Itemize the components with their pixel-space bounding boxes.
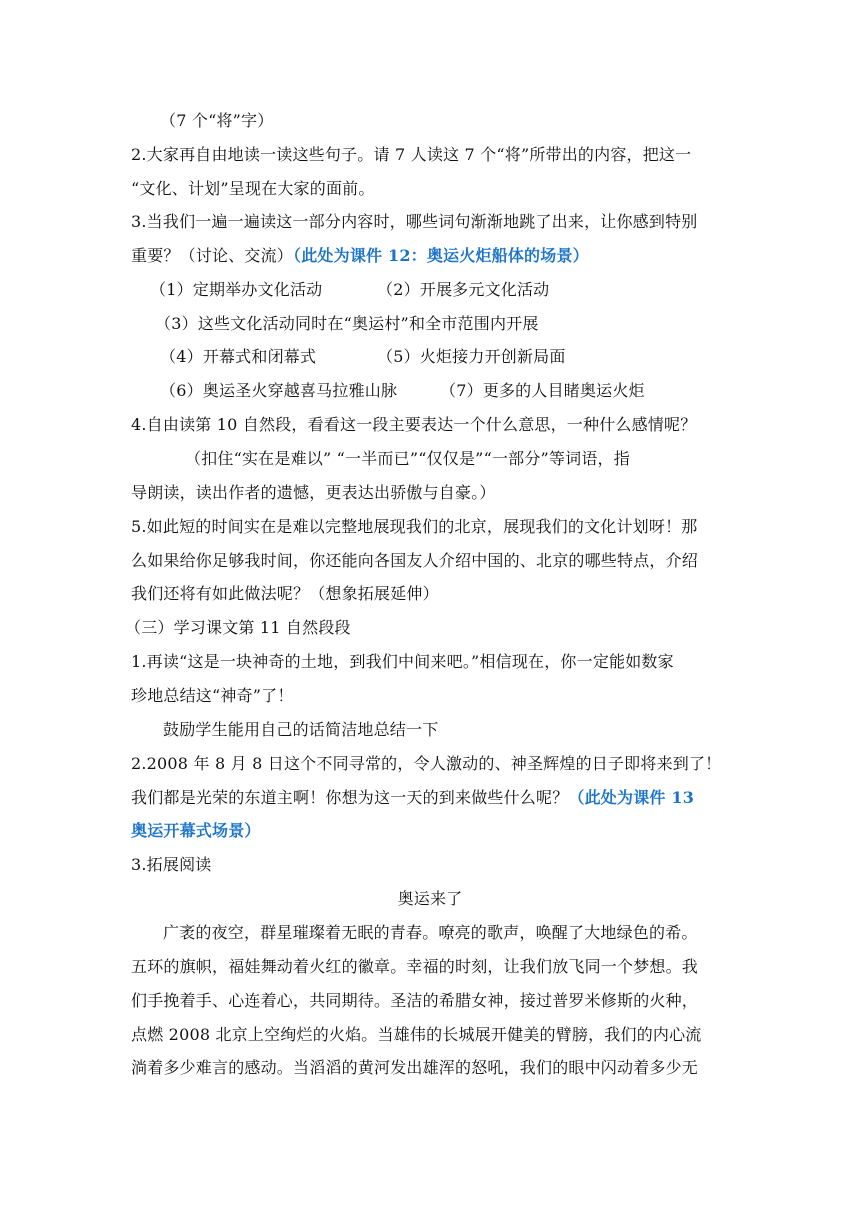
question-4-guidance-1: （扣住“实在是难以” “一半而已”“仅仅是”“一部分”等词语，指 [185,449,630,468]
section3-question-2-line-1: 2.2008 年 8 月 8 日这个不同寻常的，令人激动的、神圣辉煌的日子即将来到了！ [131,754,722,773]
question-5-line-2: 么如果给你足够我时间，你还能向各国友人介绍中国的、北京的哪些特点，介绍 [131,551,699,570]
section3-question-3: 3.拓展阅读 [131,855,212,874]
reading-paragraph-line-3: 们手挽着手、心连着心，共同期待。圣洁的希腊女神，接过普罗米修斯的火种， [131,991,699,1010]
list-item-3: （3）这些文化活动同时在“奥运村”和全市范围内开展 [155,314,539,333]
question-2-line-1: 2.大家再自由地读一读这些句子。请 7 人读这 7 个“将”所带出的内容，把这一 [131,145,692,164]
courseware-note-13: （此处为课件 13 [568,788,695,807]
list-item-6: （6）奥运圣火穿越喜马拉雅山脉 [160,381,398,400]
list-item-1: （1）定期举办文化活动 [150,280,323,299]
reading-title: 奥运来了 [397,889,463,908]
reading-paragraph-line-1: 广袤的夜空，群星璀璨着无眠的青春。嘹亮的歌声，唤醒了大地绿色的希。 [163,923,698,942]
section3-question-2-line-2 [131,788,741,808]
question-4-guidance-2: 导朗读，读出作者的遗憾，更表达出骄傲与自豪。） [131,483,496,502]
section-heading-3: （三）学习课文第 11 自然段段 [125,618,351,637]
question-3-line-2 [131,246,741,266]
question-2-line-2: “文化、计划”呈现在大家的面前。 [131,179,375,198]
section3-question-1-guidance: 鼓励学生能用自己的话简洁地总结一下 [163,720,439,739]
list-item-2: （2）开展多元文化活动 [377,280,550,299]
section3-question-2-text: 我们都是光荣的东道主啊！你想为这一天的到来做些什么呢？ [131,788,569,807]
reading-paragraph-line-2: 五环的旗帜，福娃舞动着火红的徽章。幸福的时刻，让我们放飞同一个梦想。我 [131,957,699,976]
section3-question-1-line-2: 珍地总结这“神奇”了！ [131,686,294,705]
question-5-line-3: 我们还将有如此做法呢？（想象拓展延伸） [131,584,439,603]
reading-paragraph-line-4: 点燃 2008 北京上空绚烂的火焰。当雄伟的长城展开健美的臂膀，我们的内心流 [131,1025,702,1044]
reading-paragraph-line-5: 淌着多少难言的感动。当滔滔的黄河发出雄浑的怒吼，我们的眼中闪动着多少无 [131,1058,699,1077]
list-item-4: （4）开幕式和闭幕式 [160,347,317,366]
section3-question-1-line-1: 1.再读“这是一块神奇的土地，到我们中间来吧。”相信现在，你一定能如数家 [131,652,674,671]
courseware-note-13-continued: 奥运开幕式场景） [131,821,261,840]
question-5-line-1: 5.如此短的时间实在是难以完整地展现我们的北京，展现我们的文化计划呀！那 [131,517,698,536]
question-3-line-1: 3.当我们一遍一遍读这一部分内容时，哪些词句渐渐地跳了出来，让你感到特别 [131,212,698,231]
list-item-7: （7）更多的人目睹奥运火炬 [440,381,645,400]
note-line: （7 个“将”字） [160,111,274,130]
question-4-line: 4.自由读第 10 自然段，看看这一段主要表达一个什么意思，一种什么感情呢？ [131,415,697,434]
courseware-note-12: （此处为课件 12：奥运火炬船体的场景） [293,246,589,265]
question-3-text: 重要？（讨论、交流） [131,246,294,265]
list-item-5: （5）火炬接力开创新局面 [377,347,566,366]
